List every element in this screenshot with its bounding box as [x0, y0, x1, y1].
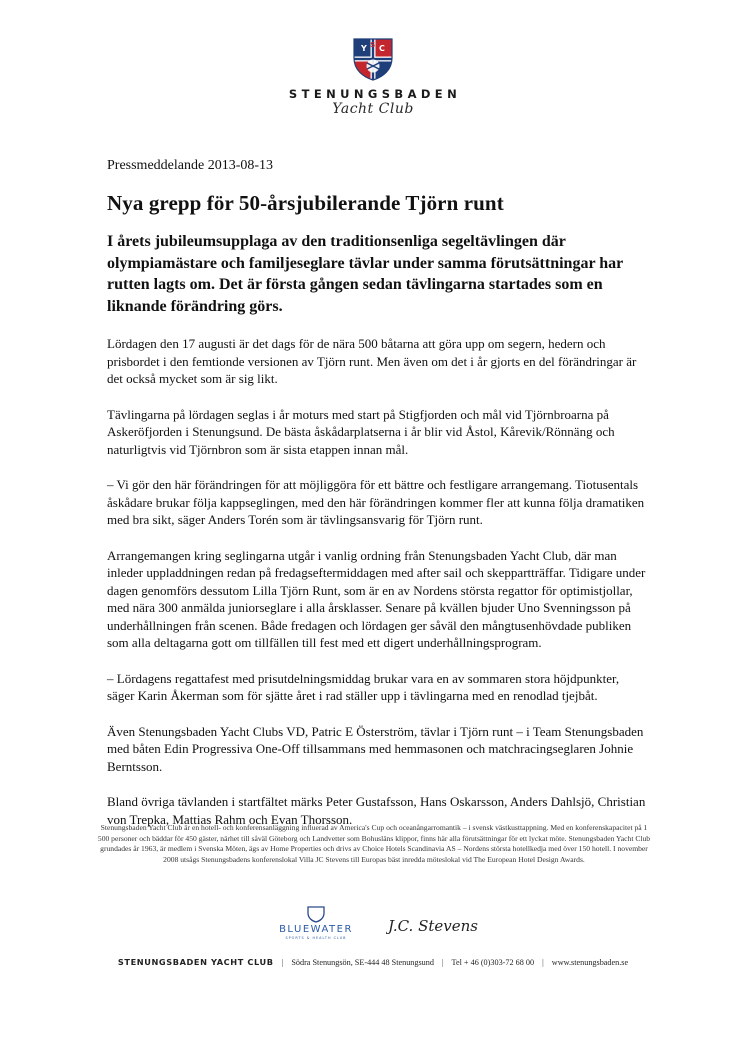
body-paragraph: Tävlingarna på lördagen seglas i år moturs med start på Stigfjorden och mål vid Tjörnbroarna på Askeröfjorden i Stenungsund. De bästa åskådarplatserna i år blir vid Åstol, Kårevik/Rönnäng och naturligtvis vid Tjörnbron som är sista etappen innan mål.	[107, 406, 615, 457]
body-paragraph: Även Stenungsbaden Yacht Clubs VD, Patric E Österström, tävlar i Tjörn runt – i Team Stenungsbaden med båten Edin Progressiva One-Off tillsammans med hemmasonen och matchracingseglaren Johnie Berntsson.	[107, 723, 644, 774]
body-paragraph: – Lördagens regattafest med prisutdelningsmiddag brukar vara en av sommaren stora höjdpunkter, säger Karin Åkerman som för sjätte året i rad ställer upp i tävlingarna med en renodlad tjejbåt.	[107, 670, 620, 703]
lead-paragraph: I årets jubileumsupplaga av den traditionsenliga segeltävlingen där olympiamästare och familjeseglare tävlar under samma förutsättningar har rutten lagts om. Det är första gången sedan tävlingarna startades som en liknande förändring görs.	[107, 233, 623, 315]
press-release-date: Pressmeddelande 2013-08-13	[107, 158, 274, 173]
body-paragraph: – Vi gör den här förändringen för att möjliggöra för ett bättre och festligare arrangemang. Tiotusentals åskådare brukar följa kappseglingen, med den här förändringen kommer fler att kunna följa dramatiken med bra sikt, säger Anders Torén som är tävlingsansvarig för Tjörn runt.	[107, 477, 645, 527]
crest-letter-c: C	[379, 44, 385, 53]
jc-stevens-signature: J.C. Stevens	[388, 917, 478, 935]
body-paragraph: Bland övriga tävlanden i startfältet märks Peter Gustafsson, Hans Oskarsson, Anders Dahlsjö, Christian von Trepka, Mattias Rahm och Evan Thorsson.	[107, 794, 646, 827]
brand-subtitle: Yacht Club	[332, 101, 414, 117]
yacht-club-crest-icon	[350, 36, 396, 82]
letterhead-logo	[0, 36, 746, 117]
brand-name: STENUNGSBADEN	[288, 87, 462, 101]
contact-separator: |	[542, 958, 544, 967]
contact-phone: Tel + 46 (0)303-72 68 00	[451, 958, 535, 967]
bluewater-logo	[266, 905, 366, 941]
body-paragraph: Arrangemangen kring seglingarna utgår i vanlig ordning från Stenungsbaden Yacht Club, där man inleder uppladdningen redan på fredagseftermiddagen med after sail och skeppartträffar. Tidigare under dagen genomförs dessutom Lilla Tjörn Runt, som är en av Nordens största regattor för optimistjollar, med nära 300 anmälda juniorseglare i alla årsklasser. Senare på kvällen bjuder Uno Svenningsson på underhållningen från scenen. Både fredagen och lördagen ger såväl den mångtusenhövdade publiken som alla deltagarna gott om tillfällen till fest med ett digert underhållningsprogram.	[107, 547, 646, 650]
contact-separator: |	[442, 958, 444, 967]
press-release-body	[107, 158, 647, 828]
contact-line	[0, 957, 746, 967]
footer-about-text: Stenungsbaden Yacht Club är en hotell- och konferensanläggning influerad av America's Cup och oceanångarromantik – i svensk västkusttappning. Med en konferenskapacitet på 1 500 personer och bäddar för 450 gäster, närhet till såväl Göteborg och Landvetter som Bohusläns klippor, finns här alla förutsättningar för ett lyckat möte. Stenungsbaden Yacht Club grundades år 1963, är medlem i Svenska Möten, ägs av Home Properties och drivs av Choice Hotels Scandinavia AS – Nordens största hotellkedja med över 150 hotell. I november 2008 utsågs Stenungsbadens konferenslokal Villa JC Stevens till Europas bäst inredda möteslokal vid The European Hotel Design Awards.	[97, 823, 651, 864]
contact-address: Södra Stenungsön, SE-444 48 Stenungsund	[291, 958, 434, 967]
bluewater-shield-icon	[308, 907, 324, 922]
page-title: Nya grepp för 50-årsjubilerande Tjörn runt	[107, 191, 504, 215]
contact-club-name: STENUNGSBADEN YACHT CLUB	[117, 957, 274, 967]
crest-letter-s: S	[370, 41, 376, 49]
crest-letter-y: Y	[361, 44, 367, 53]
contact-website-link[interactable]: www.stenungsbaden.se	[551, 958, 629, 967]
bluewater-wordmark: BLUEWATER	[279, 924, 353, 935]
contact-separator: |	[281, 958, 284, 967]
jc-stevens-logo	[386, 909, 486, 939]
partner-logos	[0, 905, 746, 945]
bluewater-tagline: SPORTS & HEALTH CLUB	[285, 936, 347, 940]
body-paragraph: Lördagen den 17 augusti är det dags för de nära 500 båtarna att göra upp om segern, hedern och prisbordet i den femtionde versionen av Tjörn runt. Men även om det i år gjorts en del förändringar är det också mycket som är sig likt.	[107, 336, 637, 386]
